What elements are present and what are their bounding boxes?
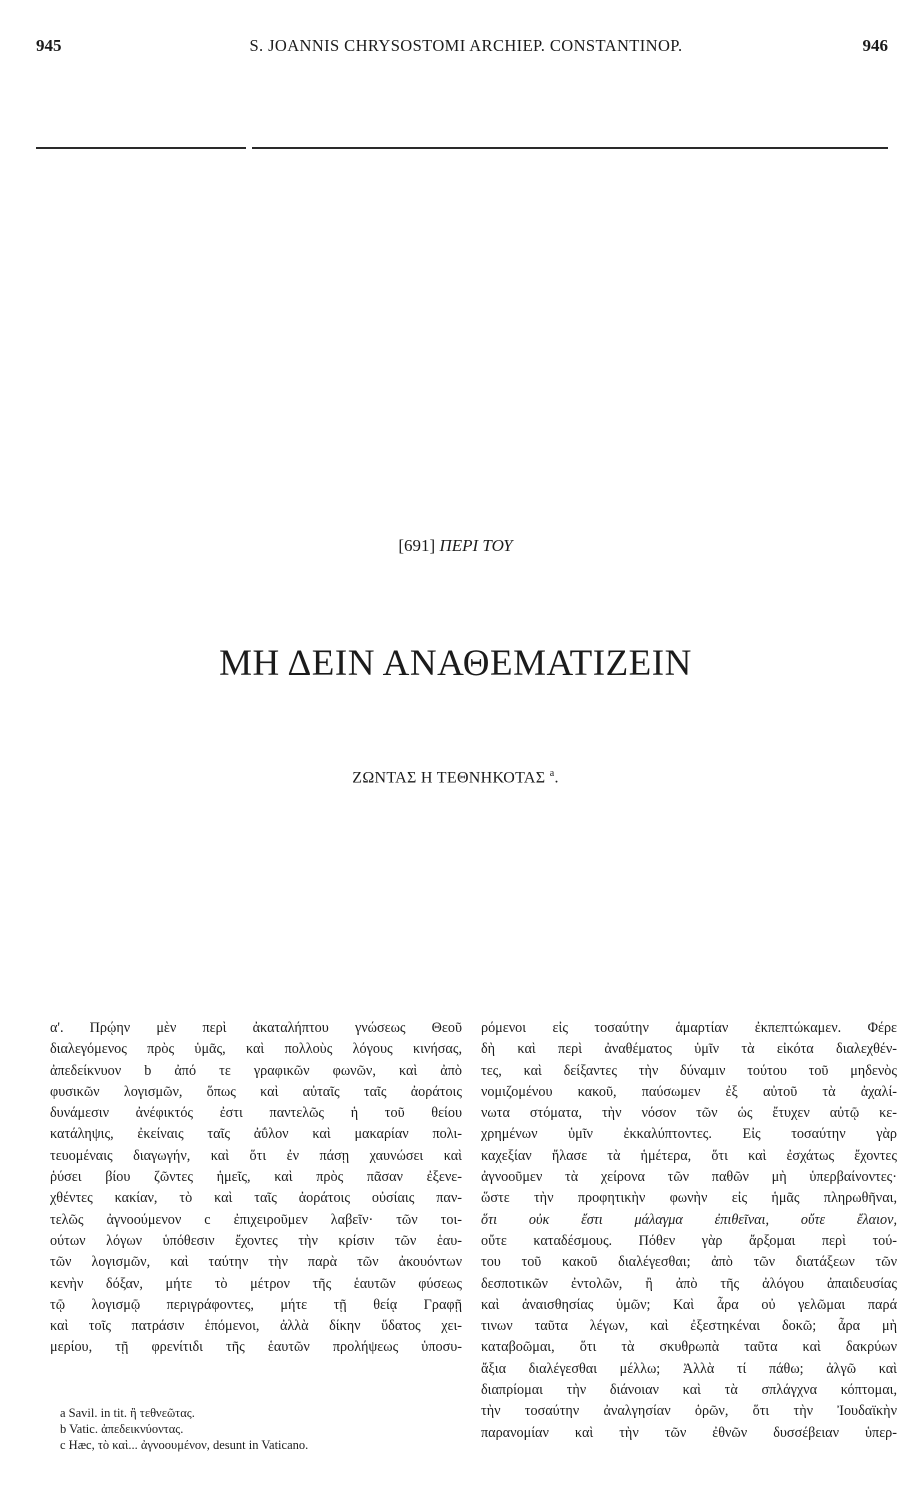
text-line: δεσποτικῶν ἐντολῶν, ἢ ἀπὸ τῆς ἀλόγου ἀπαιδευσίας [481,1275,897,1292]
text-line: ρόμενοι εἰς τοσαύτην ἁμαρτίαν ἐκπεπτώκαμεν. Φέρε [481,1020,897,1036]
footnote: a Savil. in tit. ἢ τεθνεῶτας. [60,1406,195,1420]
text-line: τελῶς ἀγνοούμενον c ἐπιχειροῦμεν λαβεῖν· τῶν τοι- [50,1211,462,1228]
text-line: καὶ τοῖς πατράσιν ἑπόμενοι, ἀλλὰ δίκην ὕδατος χει- [50,1318,462,1335]
text-column-right [481,1018,897,1444]
text-line: τὴν τοσαύτην ἀναλγησίαν ὁρῶν, ὅτι τὴν Ἰουδαϊκὴν [481,1403,897,1420]
text-line: ούτων λόγων ὑπόθεσιν ἔχοντες τὴν κρίσιν τῶν ἑαυ- [50,1232,462,1249]
bracket-number: [691] [398,536,436,555]
text-line: τινων ταῦτα λέγων, καὶ ἐξεστηκέναι δοκῶ; ἆρα μὴ [481,1318,897,1335]
text-line: κατάληψις, ἐκείναις ταῖς ἀΰλον καὶ μακαρίαν πολι- [50,1126,462,1143]
text-line: τευομέναις διαγωγήν, καὶ ὅτι ἐν πάσῃ χαυνώσει καὶ [50,1147,462,1164]
text-line: ὅτι οὐκ ἔστι μάλαγμα ἐπιθεῖναι, οὔτε ἔλαιον, [481,1211,897,1228]
text-line: παρανομίαν καὶ τὴν τῶν ἐθνῶν δυσσέβειαν ὑπερ- [481,1424,897,1441]
subtitle-note-mark: a [549,768,555,779]
running-header [36,36,888,58]
text-line: ἀγνοοῦμεν τὰ χείρονα τῶν παθῶν μὴ ὑπερβαίνοντες· [481,1169,897,1186]
footnote: b Vatic. ἀπεδεικνύοντας. [60,1422,184,1436]
title-prefix: ΠΕΡΙ ΤΟΥ [439,536,513,555]
subtitle-end: . [554,769,559,787]
text-line: καχεξίαν ἤλασε τὰ ἡμέτερα, ὅτι καὶ ἐσχάτως ἔχοντες [481,1147,897,1164]
text-line: ἄξια διαλέγεσθαι μέλλω; Ἀλλὰ τί πάθω; ἀλγῶ καὶ [481,1360,897,1377]
main-title: ΜΗ ΔΕΙΝ ΑΝΑΘΕΜΑΤΙΖΕΙΝ [219,643,692,684]
text-line: τες, καὶ δείξαντες τὴν δύναμιν τούτου τοῦ μηδενὸς [481,1062,897,1079]
header-rule-break [246,146,252,150]
text-line: δυνάμεσιν ἀνέφικτός ἐστι παντελῶς ἡ τοῦ θείου [50,1105,462,1122]
text-line: χρημένων ὑμῖν ἐκκαλύπτοντες. Εἰς τοσαύτην γὰρ [481,1126,897,1143]
text-column-left [50,1018,462,1359]
page-number-right: 946 [862,36,888,55]
text-line: του τοῦ κακοῦ διαλέγεσθαι; ἀπὸ τῶν διατάξεων τῶν [481,1254,897,1271]
text-line: κενὴν δόξαν, μήτε τὸ μέτρον τῆς ἑαυτῶν φύσεως [50,1275,462,1292]
text-line: ὥστε τὴν προφητικὴν φωνὴν εἰς ἡμᾶς πληρωθῆναι, [481,1190,897,1207]
page-number-left: 945 [36,36,62,55]
footnotes [60,1405,460,1453]
text-line: τῷ λογισμῷ περιγράφοντες, μήτε τῇ θείᾳ Γραφῇ [50,1296,462,1313]
text-line: μερίου, τῇ φρενίτιδι τῆς ἑαυτῶν προλήψεως ὑποσυ- [50,1339,462,1356]
text-line: νωτα στόματα, τὴν νόσον τῶν ὡς ἔτυχεν αὐτῷ κε- [481,1105,897,1122]
header-rule [36,147,888,149]
footnote: c Hæc, τὸ καὶ... ἀγνοουμένον, desunt in Vaticano. [60,1438,309,1452]
title-prefix-line [0,536,911,556]
text-line: χθέντες κακίαν, τὸ καὶ ταῖς ἀοράτοις οὐσίαις παν- [50,1190,462,1207]
subtitle-text: ΖΩΝΤΑΣ Η ΤΕΘΝΗΚΟΤΑΣ [352,769,546,787]
text-line: ἀπεδείκνυον b ἀπό τε γραφικῶν φωνῶν, καὶ ἀπὸ [50,1062,462,1079]
text-line: οὔτε καταδέσμους. Πόθεν γὰρ ἄρξομαι περὶ τού- [481,1232,897,1249]
text-line: τῶν λογισμῶν, καὶ ταύτην τὴν παρὰ τῶν ἀκουόντων [50,1254,462,1271]
subtitle [0,768,911,787]
text-line: ῥύσει βίου ζῶντες ἡμεῖς, καὶ πρὸς πᾶσαν ἐξενε- [50,1169,462,1186]
text-line: α'. Πρῴην μὲν περὶ ἀκαταλήπτου γνώσεως Θεοῦ [50,1020,462,1036]
text-line: διαλεγόμενος πρὸς ὑμᾶς, καὶ πολλοὺς λόγους κινήσας, [50,1041,462,1058]
text-line: καὶ ἀναισθησίας ὑμῶν; Καὶ ἆρα οὐ γελῶμαι παρά [481,1296,897,1313]
running-title: S. JOANNIS CHRYSOSTOMI ARCHIEP. CONSTANTINOP. [249,36,683,55]
text-line: δὴ καὶ περὶ ἀναθέματος ὑμῖν τὰ εἰκότα διαλεχθέν- [481,1041,897,1058]
text-line: διαπρίομαι τὴν διάνοιαν καὶ τὰ σπλάγχνα κόπτομαι, [481,1382,897,1399]
text-line: καταβοῶμαι, ὅτι τὰ σκυθρωπὰ ταῦτα καὶ δακρύων [481,1339,897,1356]
text-line: φυσικῶν λογισμῶν, ὅπως καὶ αὐταῖς ταῖς ἀοράτοις [50,1083,462,1100]
text-line: νομιζομένου κακοῦ, παύσωμεν ἐξ αὐτοῦ τὰ ἀχαλί- [481,1083,897,1100]
